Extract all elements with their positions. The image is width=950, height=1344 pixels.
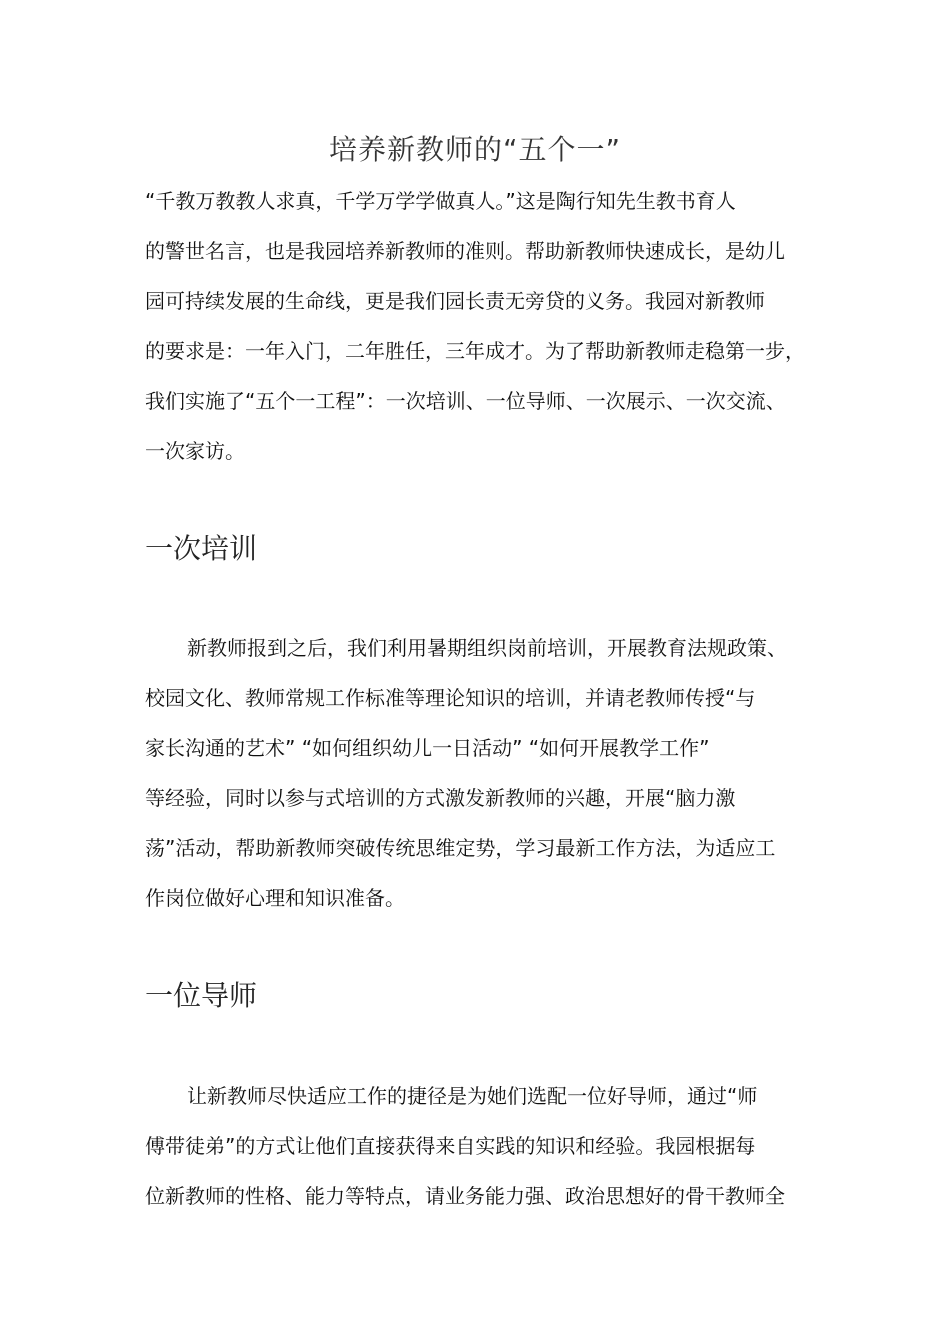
section-line: 傅带徒弟”的方式让他们直接获得来自实践的知识和经验。我园根据每 [145,1134,756,1158]
section-heading-mentor: 一位导师 [145,979,258,1012]
document-title: 培养新教师的“五个一” [328,133,621,166]
intro-paragraph [145,176,817,476]
intro-line: 我们实施了“五个一工程”：一次培训、一位导师、一次展示、一次交流、 [145,389,786,413]
section-line: 作岗位做好心理和知识准备。 [145,886,405,910]
section-line: 位新教师的性格、能力等特点，请业务能力强、政治思想好的骨干教师全 [145,1184,785,1208]
section-line: 让新教师尽快适应工作的捷径是为她们选配一位好导师，通过“师 [187,1084,758,1108]
intro-line: 园可持续发展的生命线，更是我们园长责无旁贷的义务。我园对新教师 [145,289,765,313]
section-line: 新教师报到之后，我们利用暑期组织岗前培训，开展教育法规政策、 [187,636,787,660]
intro-line: 的警世名言，也是我园培养新教师的准则。帮助新教师快速成长，是幼儿 [145,239,785,263]
intro-line: “千教万教教人求真，千学万学学做真人。”这是陶行知先生教书育人 [145,189,736,213]
section-line: 校园文化、教师常规工作标准等理论知识的培训，并请老教师传授“与 [145,686,756,710]
section-line: 等经验，同时以参与式培训的方式激发新教师的兴趣，开展“脑力激 [145,786,736,810]
section-line: 荡”活动，帮助新教师突破传统思维定势，学习最新工作方法，为适应工 [145,836,776,860]
intro-line: 一次家访。 [145,439,245,463]
section-paragraph-mentor [145,1071,817,1221]
section-paragraph-training [145,623,817,923]
intro-line: 的要求是：一年入门，二年胜任，三年成才。为了帮助新教师走稳第一步， [145,339,805,363]
section-line: 家长沟通的艺术” “如何组织幼儿一日活动” “如何开展教学工作” [145,736,710,760]
section-heading-training: 一次培训 [145,532,258,565]
